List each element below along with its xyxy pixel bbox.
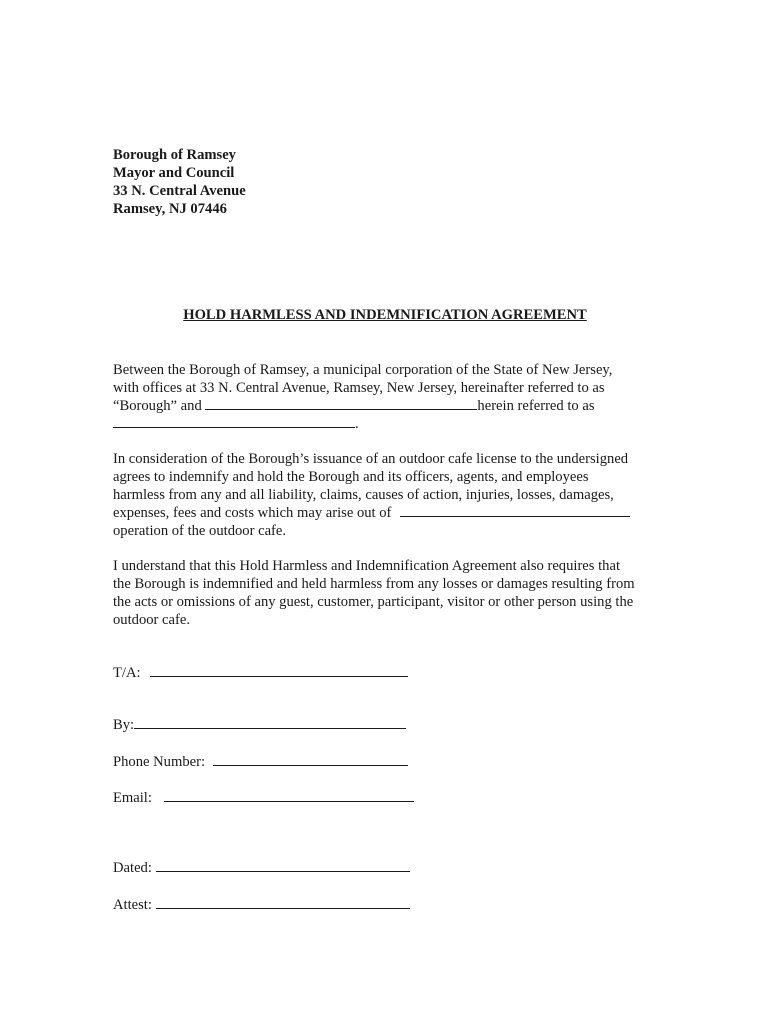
phone-label: Phone Number:: [113, 754, 206, 770]
consideration-line-2: agrees to indemnify and hold the Borough and its officers, agents, and employees: [113, 469, 589, 485]
party-name-blank[interactable]: [205, 397, 477, 410]
parties-line-4: [113, 415, 673, 433]
by-field: [113, 716, 406, 734]
document-title: HOLD HARMLESS AND INDEMNIFICATION AGREEMENT: [183, 307, 587, 323]
understanding-paragraph: [113, 557, 673, 629]
letterhead-body: Mayor and Council: [113, 165, 235, 181]
parties-paragraph: [113, 361, 673, 433]
by-blank[interactable]: [134, 716, 406, 729]
consideration-line-1: In consideration of the Borough’s issuance of an outdoor cafe license to the undersigned: [113, 451, 629, 467]
letterhead-org: Borough of Ramsey: [113, 147, 236, 163]
borough-and-label: “Borough” and: [113, 398, 202, 414]
understanding-line-1: I understand that this Hold Harmless and Indemnification Agreement also requires that: [113, 558, 620, 574]
party-alias-blank[interactable]: [113, 415, 355, 428]
parties-line-1: Between the Borough of Ramsey, a municipal corporation of the State of New Jersey,: [113, 362, 613, 378]
letterhead-street: 33 N. Central Avenue: [113, 183, 246, 199]
email-field: [113, 789, 414, 807]
consideration-paragraph: [113, 450, 673, 540]
email-label: Email:: [113, 790, 152, 806]
attest-blank[interactable]: [156, 896, 410, 909]
understanding-line-3: the acts or omissions of any guest, customer, participant, visitor or other person using the: [113, 594, 634, 610]
understanding-line-2: the Borough is indemnified and held harmless from any losses or damages resulting from: [113, 576, 635, 592]
attest-label: Attest:: [113, 897, 152, 913]
parties-line-2: with offices at 33 N. Central Avenue, Ramsey, New Jersey, hereinafter referred to as: [113, 380, 605, 396]
consideration-line-4: [113, 504, 673, 522]
by-label: By:: [113, 717, 135, 733]
phone-field: [113, 753, 408, 771]
ta-field: [113, 664, 408, 682]
parties-line-3: [113, 397, 673, 415]
email-blank[interactable]: [164, 789, 414, 802]
dated-blank[interactable]: [156, 859, 410, 872]
ta-label: T/A:: [113, 665, 141, 681]
business-name-blank[interactable]: [400, 504, 630, 517]
letterhead-city: Ramsey, NJ 07446: [113, 201, 227, 217]
letterhead: [113, 146, 246, 218]
dated-label: Dated:: [113, 860, 152, 876]
ta-blank[interactable]: [150, 664, 408, 677]
understanding-line-4: outdoor cafe.: [113, 612, 190, 628]
consideration-line-3: harmless from any and all liability, claims, causes of action, injuries, losses, damages,: [113, 487, 614, 503]
phone-blank[interactable]: [213, 753, 408, 766]
arise-out-of-text: expenses, fees and costs which may arise out of: [113, 505, 392, 521]
attest-field: [113, 896, 410, 914]
period-text: .: [355, 416, 359, 432]
herein-referred-label: herein referred to as: [477, 398, 595, 414]
consideration-line-5: operation of the outdoor cafe.: [113, 523, 287, 539]
dated-field: [113, 859, 410, 877]
